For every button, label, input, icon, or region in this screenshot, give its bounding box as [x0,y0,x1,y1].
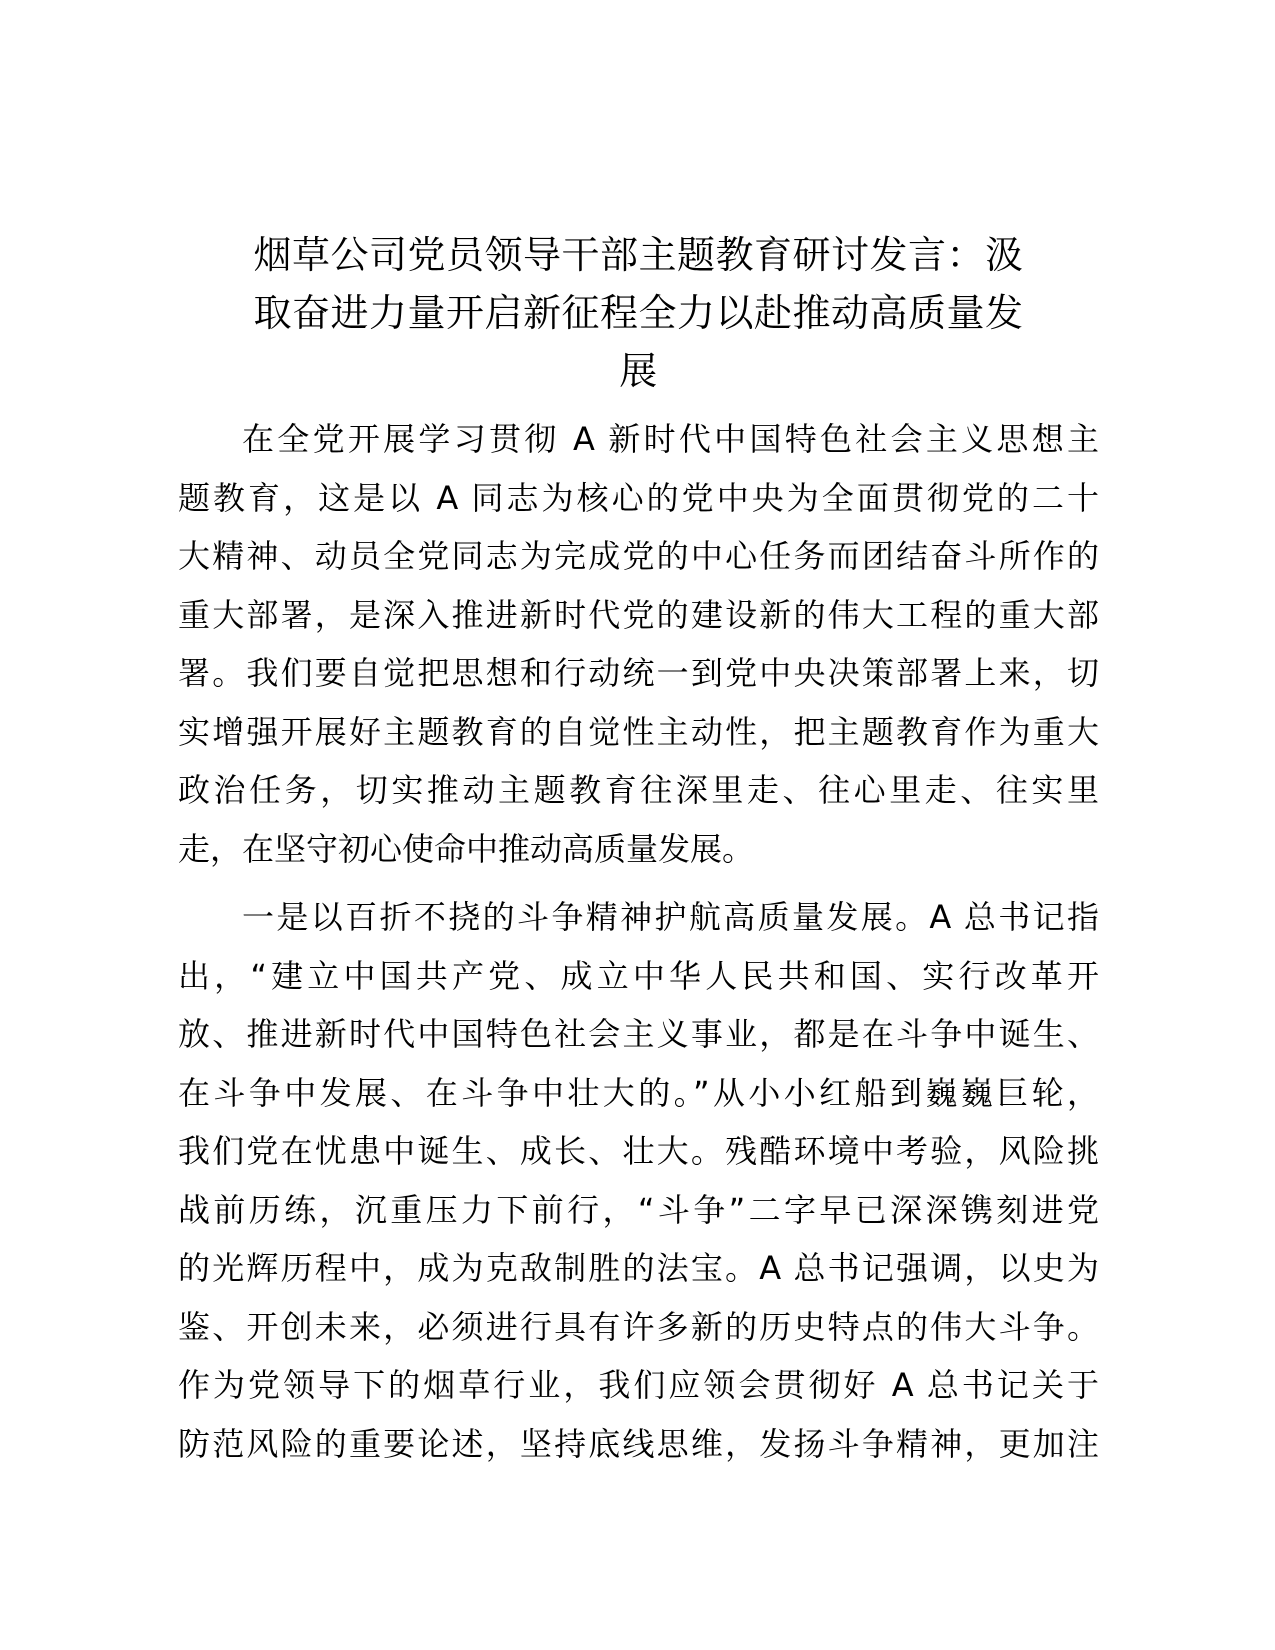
document-title [178,226,1099,400]
paragraph-point-one [178,888,1099,1473]
paragraph-line: 的光辉历程中，成为克敌制胜的法宝。A 总书记强调，以史为 [178,1249,1099,1287]
paragraph-line: 一是以百折不挠的斗争精神护航高质量发展。A 总书记指 [242,898,1099,936]
paragraph-line: 战前历练，沉重压力下前行，“斗争”二字早已深深镌刻进党 [178,1190,1099,1229]
paragraph-line: 在斗争中发展、在斗争中壮大的。”从小小红船到巍巍巨轮， [178,1073,1099,1112]
paragraph-line: 在全党开展学习贯彻 A 新时代中国特色社会主义思想主 [242,420,1099,458]
paragraph-line: 出，“建立中国共产党、成立中华人民共和国、实行改革开 [178,956,1099,995]
paragraph-line: 重大部署，是深入推进新时代党的建设新的伟大工程的重大部 [178,595,1099,634]
paragraph-line: 署。我们要自觉把思想和行动统一到党中央决策部署上来，切 [178,654,1099,692]
title-line: 烟草公司党员领导干部主题教育研讨发言：汲 [253,233,1024,277]
paragraph-line: 防范风险的重要论述，坚持底线思维，发扬斗争精神，更加注 [178,1424,1099,1463]
document-body [178,410,1099,1473]
paragraph-line: 走，在坚守初心使命中推动高质量发展。 [178,829,755,868]
paragraph-line: 放、推进新时代中国特色社会主义事业，都是在斗争中诞生、 [178,1015,1099,1053]
paragraph-line: 政治任务，切实推动主题教育往深里走、往心里走、往实里 [178,771,1099,809]
paragraph-line: 作为党领导下的烟草行业，我们应领会贯彻好 A 总书记关于 [178,1366,1099,1404]
paragraph-line: 实增强开展好主题教育的自觉性主动性，把主题教育作为重大 [178,712,1099,751]
title-line: 展 [619,349,658,393]
paragraph-line: 我们党在忧患中诞生、成长、壮大。残酷环境中考验，风险挑 [178,1132,1099,1170]
paragraph-line: 鉴、开创未来，必须进行具有许多新的历史特点的伟大斗争。 [178,1307,1099,1346]
paragraph-line: 大精神、动员全党同志为完成党的中心任务而团结奋斗所作的 [178,537,1099,575]
title-line: 取奋进力量开启新征程全力以赴推动高质量发 [253,291,1024,335]
paragraph-line: 题教育，这是以 A 同志为核心的党中央为全面贯彻党的二十 [178,478,1099,517]
paragraph-intro [178,410,1099,878]
